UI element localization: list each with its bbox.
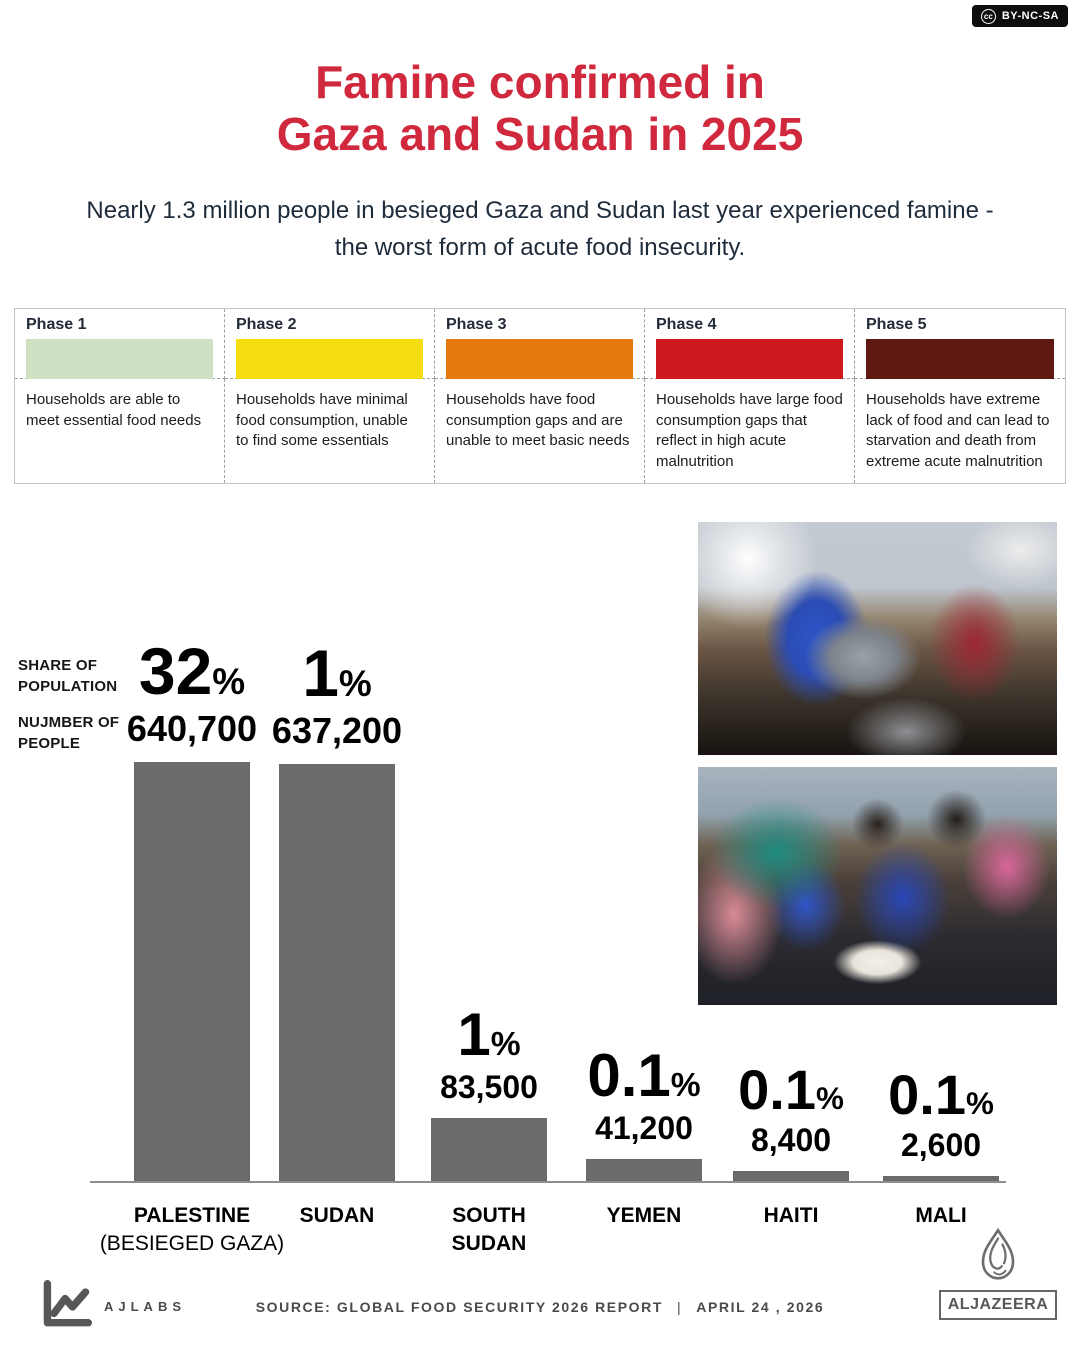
source-separator: | (677, 1299, 683, 1315)
phase-5-color-swatch (866, 339, 1054, 379)
bar-south-sudan (431, 1118, 547, 1183)
phase-1-label: Phase 1 (26, 316, 87, 333)
phase-3-label: Phase 3 (446, 316, 507, 333)
phase-4-header-cell (645, 309, 855, 379)
page-subtitle (0, 192, 1080, 266)
percent-value: 32 (138, 634, 213, 708)
people-count-mali: 2,600 (900, 1127, 982, 1163)
percent-sign: % (965, 1086, 994, 1121)
country-label-south-sudan (452, 1202, 527, 1259)
phase-2-label: Phase 2 (236, 316, 297, 333)
phase-4-color-swatch (656, 339, 843, 379)
country-name: HAITI (763, 1204, 819, 1227)
country-name-line2: (BESIEGED GAZA) (99, 1232, 285, 1256)
country-name: SOUTH (452, 1204, 526, 1227)
phase-1-description: Households are able to meet essential food needs (15, 379, 225, 483)
source-text (0, 1299, 1080, 1315)
phase-5-header-cell (855, 309, 1065, 379)
aljazeera-wordmark: ALJAZEERA (939, 1290, 1058, 1320)
share-percent-south-sudan (457, 1001, 521, 1068)
people-count-haiti: 8,400 (750, 1122, 832, 1158)
cc-license-label: BY-NC-SA (1001, 10, 1059, 22)
photo-family-sharing-meal (698, 767, 1057, 1005)
phase-1-header-cell (15, 309, 225, 379)
ipc-phase-legend (14, 308, 1066, 484)
percent-sign: % (212, 661, 246, 702)
phase-2-color-swatch (236, 339, 423, 379)
country-name: PALESTINE (133, 1204, 251, 1227)
people-count-sudan: 637,200 (271, 710, 403, 751)
percent-sign: % (815, 1081, 844, 1116)
phase-2-description: Households have minimal food consumption, unable to find some essentials (225, 379, 435, 483)
country-name-line2: SUDAN (451, 1232, 527, 1256)
phase-4-description: Households have large food consumption gaps that reflect in high acute malnutrition (645, 379, 855, 483)
bar-palestine (134, 762, 250, 1183)
bar-column-sudan (252, 636, 422, 1183)
bar-sudan (279, 764, 395, 1183)
aljazeera-flame-icon (975, 1228, 1021, 1288)
bar-yemen (586, 1159, 702, 1183)
bar-column-yemen (559, 1042, 729, 1183)
phase-1-color-swatch (26, 339, 213, 379)
share-of-population-label: SHARE OF POPULATION (18, 657, 118, 695)
percent-sign: % (670, 1067, 701, 1104)
percent-value: 0.1 (587, 1042, 671, 1109)
country-name: YEMEN (606, 1204, 682, 1227)
source-label: SOURCE: GLOBAL FOOD SECURITY 2026 REPORT (255, 1299, 664, 1315)
bar-column-haiti (706, 1058, 876, 1183)
country-name: MALI (915, 1204, 967, 1227)
share-percent-haiti (738, 1058, 844, 1121)
number-of-people-label: NUJMBER OF PEOPLE (18, 714, 120, 752)
photo-gaza-food-queue (698, 522, 1057, 755)
country-label-palestine (100, 1202, 284, 1259)
x-axis-line (90, 1181, 1006, 1183)
phase-2-header-cell (225, 309, 435, 379)
share-percent-mali (888, 1063, 994, 1126)
phase-3-description: Households have food consumption gaps and are unable to meet basic needs (435, 379, 645, 483)
cc-icon: cc (981, 9, 996, 24)
phase-3-header-cell (435, 309, 645, 379)
source-date: APRIL 24 , 2026 (696, 1299, 825, 1315)
aljazeera-logo (946, 1228, 1050, 1320)
percent-value: 0.1 (738, 1058, 816, 1121)
percent-sign: % (338, 663, 372, 704)
title-line1: Famine confirmed in (315, 56, 765, 108)
country-name: SUDAN (299, 1204, 375, 1227)
country-label-yemen (607, 1202, 682, 1230)
title-line2: Gaza and Sudan in 2025 (276, 107, 804, 160)
phase-5-description: Households have extreme lack of food and can lead to starvation and death from extreme acute malnutrition (866, 391, 1050, 471)
percent-value: 1 (457, 1001, 491, 1068)
people-count-palestine: 640,700 (126, 708, 258, 749)
country-label-sudan (300, 1202, 375, 1230)
share-percent-yemen (587, 1042, 701, 1109)
share-percent-sudan (302, 636, 372, 710)
share-percent-palestine (138, 634, 246, 708)
phase-5-label: Phase 5 (866, 316, 927, 333)
bar-column-mali (856, 1063, 1026, 1183)
bar-column-south-sudan (404, 1001, 574, 1183)
people-count-yemen: 41,200 (595, 1110, 693, 1146)
ajlabs-brand-label: AJLABS (104, 1298, 187, 1314)
country-label-haiti (764, 1202, 819, 1230)
percent-value: 0.1 (888, 1063, 966, 1126)
country-label-mali (915, 1202, 966, 1230)
subtitle-line1: Nearly 1.3 million people in besieged Gaza and Sudan last year experienced famine - (86, 197, 994, 224)
phase-3-color-swatch (446, 339, 633, 379)
cc-license-badge (972, 5, 1068, 27)
page-title (0, 57, 1080, 161)
percent-value: 1 (302, 636, 339, 710)
subtitle-line2: the worst form of acute food insecurity. (334, 234, 746, 262)
percent-sign: % (490, 1026, 521, 1063)
phase-4-label: Phase 4 (656, 316, 717, 333)
people-count-south-sudan: 83,500 (440, 1069, 538, 1105)
